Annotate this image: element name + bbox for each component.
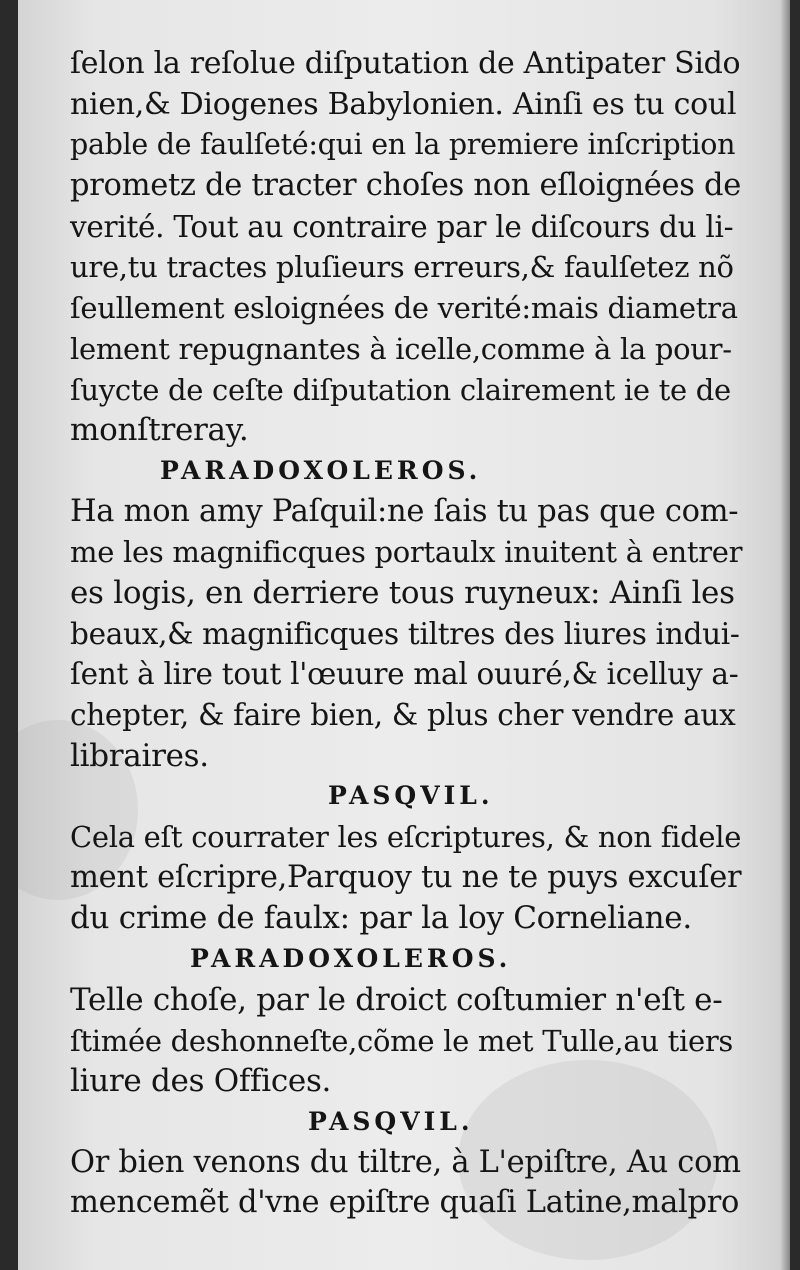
text-line: beaux,& magnificques tiltres des liures indui- [70, 616, 740, 651]
text-line: chepter, & faire bien, & plus cher vendre aux [70, 698, 736, 732]
text-line: Or bien venons du tiltre, à L'epiſtre, Au com [70, 1144, 741, 1180]
page-edge-shadow [780, 0, 790, 1270]
text-line: libraires. [70, 737, 209, 774]
text-line: ſtimée deshonneſte,cõme le met Tulle,au tiers [70, 1023, 733, 1058]
speaker-heading: PARADOXOLEROS. [190, 944, 512, 974]
speaker-heading: PASQVIL. [308, 1106, 474, 1136]
text-line: es logis, en derriere tous ruyneux: Ainſi les [70, 574, 735, 611]
text-line: mencemẽt d'vne epiſtre quaſi Latine,malpro [70, 1185, 740, 1221]
text-line: nien,& Diogenes Babylonien. Ainſi es tu coul [70, 86, 737, 122]
text-line: du crime de faulx: par la loy Corneliane. [70, 900, 692, 937]
text-line: pable de faulſeté:qui en la premiere inſcription [70, 128, 736, 162]
text-line: verité. Tout au contraire par le diſcours du li- [70, 209, 734, 244]
text-line: liure des Offices. [70, 1063, 332, 1100]
text-line: Ha mon amy Paſquil:ne ſais tu pas que com- [70, 493, 739, 529]
page-text [70, 44, 742, 1224]
speaker-heading: PASQVIL. [328, 781, 494, 811]
text-line: Cela eſt courrater les eſcriptures, & non fidele [70, 820, 742, 855]
text-line: monſtreray. [70, 412, 249, 449]
text-line: Telle choſe, par le droict coſtumier n'eſt e- [70, 981, 723, 1018]
text-line: lement repugnantes à icelle,comme à la pour- [70, 331, 732, 366]
text-line: ſent à lire tout l'œuure mal ouuré,& icelluy a- [70, 657, 739, 692]
text-line: ſelon la reſolue diſputation de Antipater Sido [70, 46, 741, 81]
book-page [18, 0, 790, 1270]
text-line: ſuycte de ceſte diſputation clairement ie te de [70, 372, 731, 407]
text-line: ment eſcripre,Parquoy tu ne te puys excuſer [70, 859, 742, 895]
text-line: me les magnificques portaulx inuitent à entrer [70, 535, 743, 570]
text-line: prometz de tracter choſes non eſloignées de [70, 168, 742, 204]
speaker-heading: PARADOXOLEROS. [160, 455, 482, 485]
text-line: ure,tu tractes pluſieurs erreurs,& faulſetez nõ [70, 250, 734, 285]
text-line: ſeullement esloignées de verité:mais diametra [70, 291, 738, 326]
